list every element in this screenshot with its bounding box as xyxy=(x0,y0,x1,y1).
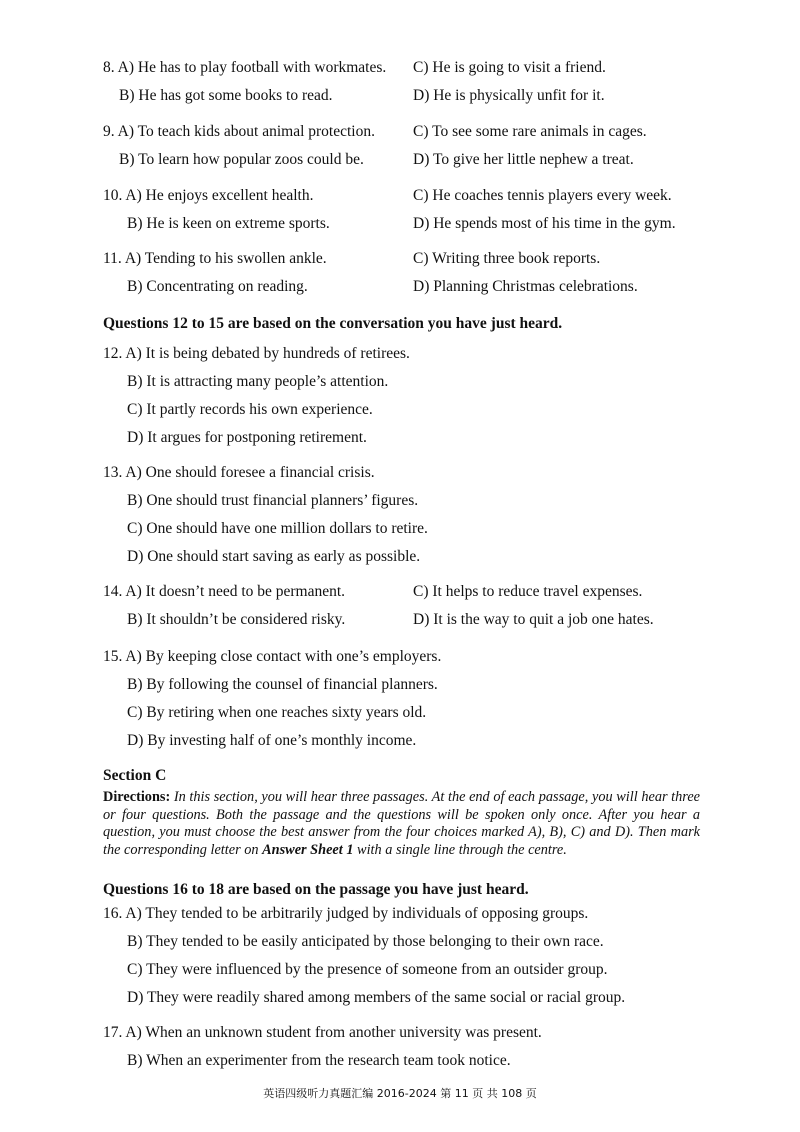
q8-option-a: 8. A) He has to play football with workmates. xyxy=(103,59,387,76)
q9-option-c: C) To see some rare animals in cages. xyxy=(413,123,647,140)
q17-option-b: B) When an experimenter from the research team took notice. xyxy=(127,1052,511,1069)
q11-option-c: C) Writing three book reports. xyxy=(413,250,601,267)
q8-option-d: D) He is physically unfit for it. xyxy=(413,87,605,104)
q12-option-d: D) It argues for postponing retirement. xyxy=(127,429,367,446)
q13-option-a: 13. A) One should foresee a financial crisis. xyxy=(103,464,375,481)
q10-option-b: B) He is keen on extreme sports. xyxy=(127,215,330,232)
q15-option-d: D) By investing half of one’s monthly income. xyxy=(127,732,417,749)
q11-option-b: B) Concentrating on reading. xyxy=(127,278,308,295)
directions-text: In this section, you will hear three passages. At the end of each passage, you will hear three or four questions. Both the passage and the questions will be spoken only once. After you hear a question, you must choose the best answer from the four choices marked A), B), C) and D). Then mark the corresponding letter on xyxy=(103,789,701,858)
section-c-title: Section C xyxy=(103,767,167,784)
q8-option-b: B) He has got some books to read. xyxy=(119,87,333,104)
q9-option-a: 9. A) To teach kids about animal protection. xyxy=(103,123,375,140)
q16-option-c: C) They were influenced by the presence of someone from an outsider group. xyxy=(127,961,608,978)
q10-option-c: C) He coaches tennis players every week. xyxy=(413,187,672,204)
q14-option-d: D) It is the way to quit a job one hates. xyxy=(413,611,654,628)
q10-option-a: 10. A) He enjoys excellent health. xyxy=(103,187,314,204)
q17-option-a: 17. A) When an unknown student from another university was present. xyxy=(103,1024,542,1041)
q16-option-b: B) They tended to be easily anticipated by those belonging to their own race. xyxy=(127,933,604,950)
answer-sheet-emphasis: Answer Sheet 1 xyxy=(262,841,354,858)
q12-option-c: C) It partly records his own experience. xyxy=(127,401,373,418)
q15-option-c: C) By retiring when one reaches sixty years old. xyxy=(127,704,427,721)
q13-option-b: B) One should trust financial planners’ figures. xyxy=(127,492,419,509)
q13-option-d: D) One should start saving as early as possible. xyxy=(127,548,421,565)
q15-option-b: B) By following the counsel of financial planners. xyxy=(127,676,438,693)
directions-text-end: with a single line through the centre. xyxy=(353,841,567,858)
q12-option-b: B) It is attracting many people’s attention. xyxy=(127,373,389,390)
page-footer: 英语四级听力真题汇编 2016-2024 第 11 页 共 108 页 xyxy=(263,1087,537,1100)
q11-option-a: 11. A) Tending to his swollen ankle. xyxy=(103,250,327,267)
q9-option-d: D) To give her little nephew a treat. xyxy=(413,151,634,168)
q11-option-d: D) Planning Christmas celebrations. xyxy=(413,278,638,295)
q15-option-a: 15. A) By keeping close contact with one’s employers. xyxy=(103,648,442,665)
q8-option-c: C) He is going to visit a friend. xyxy=(413,59,606,76)
section-c-directions xyxy=(103,789,700,859)
q16-option-d: D) They were readily shared among members of the same social or racial group. xyxy=(127,989,626,1006)
q12-option-a: 12. A) It is being debated by hundreds of retirees. xyxy=(103,345,410,362)
q9-option-b: B) To learn how popular zoos could be. xyxy=(119,151,364,168)
q13-option-c: C) One should have one million dollars to retire. xyxy=(127,520,428,537)
q14-option-b: B) It shouldn’t be considered risky. xyxy=(127,611,346,628)
q14-option-c: C) It helps to reduce travel expenses. xyxy=(413,583,643,600)
q16-option-a: 16. A) They tended to be arbitrarily judged by individuals of opposing groups. xyxy=(103,905,589,922)
q10-option-d: D) He spends most of his time in the gym. xyxy=(413,215,676,232)
q14-option-a: 14. A) It doesn’t need to be permanent. xyxy=(103,583,346,600)
directions-label: Directions: xyxy=(103,789,171,805)
questions-16-18-heading: Questions 16 to 18 are based on the passage you have just heard. xyxy=(103,881,529,898)
questions-12-15-heading: Questions 12 to 15 are based on the conversation you have just heard. xyxy=(103,315,563,332)
